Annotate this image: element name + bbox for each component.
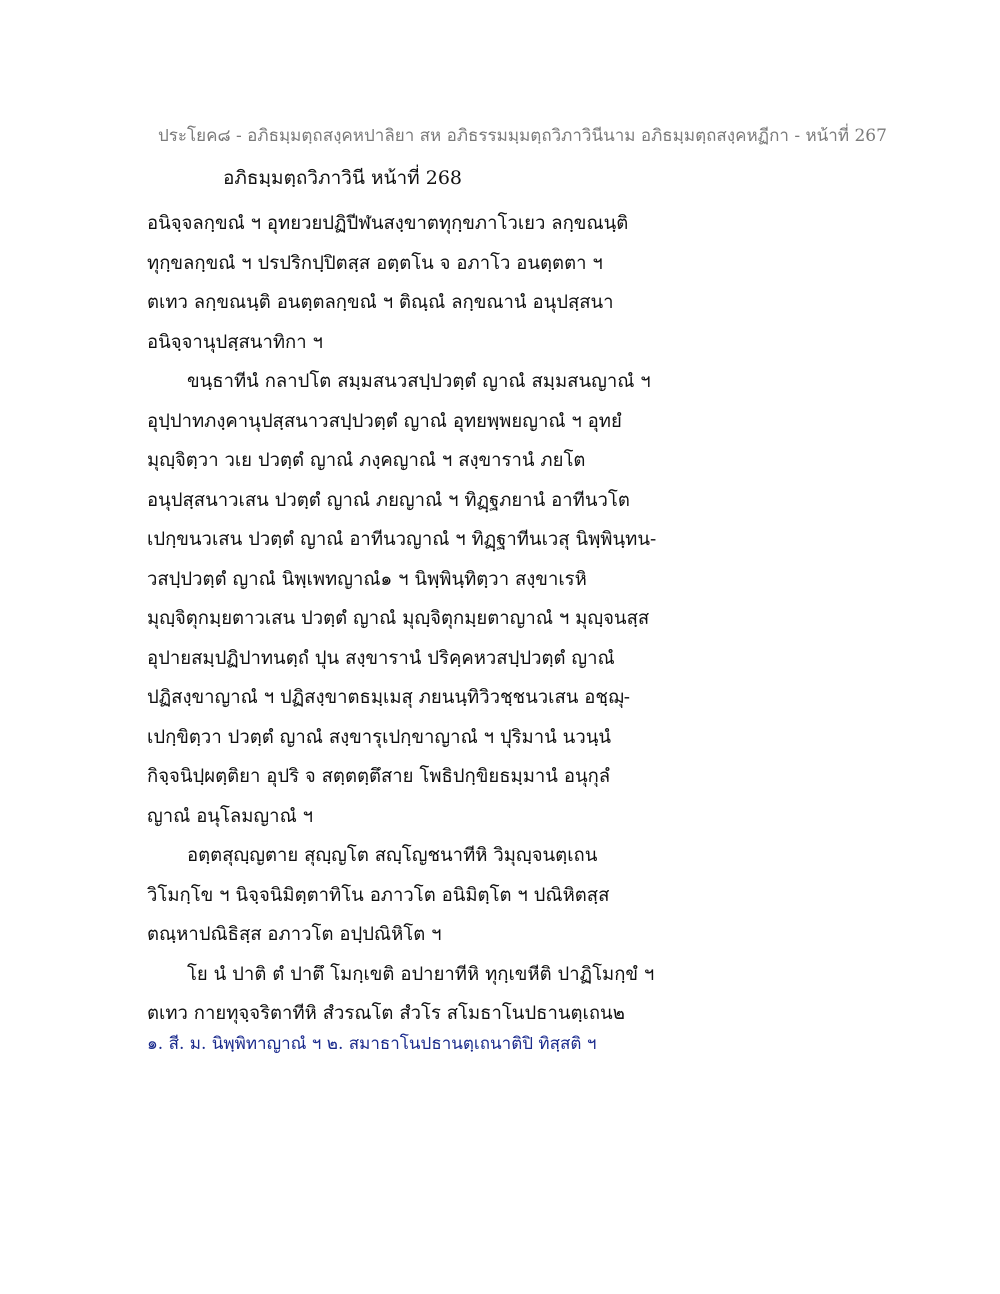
text-line: อนิจฺจานุปสฺสนาทิกา ฯ (147, 331, 323, 353)
text-line: ปฏิสงฺขาญาณํ ฯ ปฏิสงฺขาตธมฺเมสุ ภยนนฺทิวิวชฺชนวเสน อชฺฌุ- (147, 687, 631, 708)
text-line: กิจฺจนิปฺผตฺติยา อุปริ จ สตฺตตฺตึสาย โพธิปกฺขิยธมฺมานํ อนุกุลํ (147, 766, 611, 787)
text-line: อุปายสมฺปฏิปาทนตฺถํ ปุน สงฺขารานํ ปริคฺคหวสปฺปวตฺตํ ญาณํ (147, 647, 615, 669)
text-line: อนิจฺจลกฺขณํ ฯ อุทยวยปฏิปีฬนสงฺขาตทุกฺขภาโวเยว ลกฺขณนฺติ (147, 213, 629, 234)
text-line: วสปฺปวตฺตํ ญาณํ นิพฺเพทญาณํ๑ ฯ นิพฺพินฺทิตฺวา สงฺขาเรหิ (147, 568, 587, 590)
paragraph-start-line: โย นํ ปาติ ตํ ปาตึ โมกฺเขติ อปายาทีหิ ทุกฺเขหีติ ปาฏิโมกฺขํ ฯ (187, 963, 655, 985)
text-line: ทุกฺขลกฺขณํ ฯ ปรปริกปฺปิตสฺส อตฺตโน จ อภาโว อนตฺตตา ฯ (147, 252, 603, 274)
running-header: ประโยค๘ - อภิธมฺมตฺถสงฺคหปาลิยา สห อภิธรรมมฺมตฺถวิภาวินีนาม อภิธมฺมตฺถสงฺคหฏีกา - หน้าที่ 267 (158, 126, 887, 146)
paragraph-start-line: ขนฺธาทีนํ กลาปโต สมฺมสนวสปฺปวตฺตํ ญาณํ สมฺมสนญาณํ ฯ (187, 371, 651, 392)
text-line: มุญฺจิตฺวา วเย ปวตฺตํ ญาณํ ภงฺคญาณํ ฯ สงฺขารานํ ภยโต (147, 450, 586, 471)
page-heading: อภิธมฺมตฺถวิภาวินี หน้าที่ 268 (223, 167, 462, 189)
text-line: อุปฺปาทภงฺคานุปสฺสนาวสปฺปวตฺตํ ญาณํ อุทยพฺพยญาณํ ฯ อุทยํ (147, 410, 622, 432)
text-line: ญาณํ อนุโลมญาณํ ฯ (147, 805, 314, 827)
text-line: ตเทว ลกฺขณนฺติ อนตฺตลกฺขณํ ฯ ติณฺณํ ลกฺขณานํ อนุปสฺสนา (147, 292, 614, 313)
text-line: อนุปสฺสนาวเสน ปวตฺตํ ญาณํ ภยญาณํ ฯ ทิฏฺฐภยานํ อาทีนวโต (147, 489, 630, 511)
text-line: ตณฺหาปณิธิสฺส อภาวโต อปฺปณิหิโต ฯ (147, 924, 442, 945)
text-line: มุญฺจิตุกมฺยตาวเสน ปวตฺตํ ญาณํ มุญฺจิตุกมฺยตาญาณํ ฯ มุญฺจนสฺส (147, 608, 650, 629)
text-line: วิโมกฺโข ฯ นิจฺจนิมิตฺตาทิโน อภาวโต อนิมิตฺโต ฯ ปณิหิตสฺส (147, 884, 610, 906)
text-line: ตเทว กายทุจฺจริตาทีหิ สํวรณโต สํวโร สโมธาโนปธานตฺเถน๒ (147, 1003, 625, 1024)
body-text (147, 204, 707, 1034)
paragraph-start-line: อตฺตสุญฺญตาย สุญฺญโต สญฺโญชนาทีหิ วิมุญฺจนตฺเถน (187, 845, 598, 866)
text-line: เปกฺขิตฺวา ปวตฺตํ ญาณํ สงฺขารุเปกฺขาญาณํ ฯ ปุริมานํ นวนฺนํ (147, 726, 611, 748)
text-line: เปกฺขนวเสน ปวตฺตํ ญาณํ อาทีนวญาณํ ฯ ทิฏฺฐาทีนเวสุ นิพฺพินฺทน- (147, 529, 657, 550)
footnote: ๑. สี. ม. นิพฺพิทาญาณํ ฯ ๒. สมาธาโนปธานตฺเถนาติปิ ทิสฺสติ ฯ (147, 1034, 597, 1054)
